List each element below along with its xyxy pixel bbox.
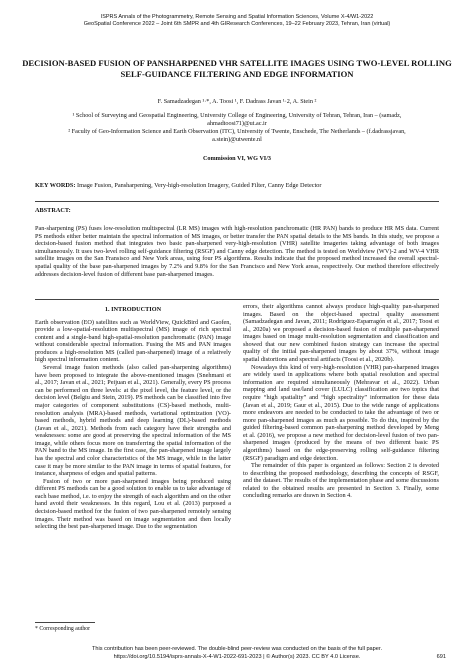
affiliation-2: ² Faculty of Geo-Information Science and Earth Observation (ITC), University of Twente, Enschede, The Netherlands – (f.dadrassjavan, a.stein)@utwente.nl bbox=[68, 128, 406, 143]
divider-bottom bbox=[35, 299, 439, 300]
paragraph: Fusion of two or more pan-sharpened images being produced using different PS methods can be a good solution to enable us to take advantage of each base method, i.e. to enjoy the strength of each algorithm and on the other hand avoid their weaknesses. In this regard, Lou et al. (2013) purposed a decision-based method for the fusion of two pan-sharpened remotely sensing images. Their method was based on image segmentation and then locally selecting the best pan-sharpened image. Due to the segmentation bbox=[35, 477, 231, 531]
paragraph: Nowadays this kind of very-high-resolution (VHR) pan-sharpened images are widely used in applications where both spatial resolution and spectral information are required simultaneously (Mehravar et al., 2022). Urban mapping and land use/land cover (LULC) classification are two topics that require “high spatiality” and “high spectrality” information for these data (Javan et al., 2019; Gaur et al., 2015). Due to the wide range of applications more endeavors are needed to be conducted to take the advantage of two or more pan-sharpened images as much as possible. To do this, inspired by the guided filtering-based common pan-sharpening method developed by Meng et al. (2016), we propose a new method for decision-level fusion of two pan-sharpened images (produced by the means of two different basic PS algorithms) based on the edge-preserving rolling self-guidance filtering (RSGF) paradigm and edge detection. bbox=[243, 363, 439, 462]
keywords bbox=[35, 182, 439, 190]
footer-line1: This contribution has been peer-reviewed. The double-blind peer-review was conducted on the basis of the full paper. bbox=[91, 646, 382, 652]
paper-title: DECISION-BASED FUSION OF PANSHARPENED VHR SATELLITE IMAGES USING TWO-LEVEL ROLLING SELF-GUIDANCE FILTERING AND EDGE INFORMATION bbox=[22, 58, 452, 79]
right-column bbox=[243, 303, 439, 500]
abstract-text: Pan-sharpening (PS) fuses low-resolution multispectral (LR MS) images with high-resolution panchromatic (HR PAN) bands to produce HR MS data. Current PS methods either better maintain the spectral information of MS images, or better transfer the PAN spatial details to the MS bands. In this study, we propose a decision-based fusion method that integrates two basic pan-sharpened very-high-resolution (VHR) satellite imageries taking advantage of both images simultaneously. It uses two-level rolling self-guidance filtering (RSGF) and Canny edge detection. The method is tested on Worldview (WV)-2 and WV-4 VHR satellite images on the San Fransisco and New York areas, using four PS algorithms. Results indicate that the proposed method increased the overall spectral-spatial quality of the base pan-sharpened images by 7.2% and 9.8% for the San Francisco and New York areas, respectively. Our method therefore effectively addresses decision-level fusion of different base pan-sharpened images. bbox=[35, 225, 439, 278]
abstract-heading: ABSTRACT: bbox=[35, 207, 71, 214]
left-column bbox=[35, 304, 231, 531]
footnote-rule bbox=[35, 622, 95, 623]
keywords-label: KEY WORDS: bbox=[35, 182, 76, 189]
footnote: * Corresponding author bbox=[35, 626, 91, 632]
page-number: 691 bbox=[436, 654, 446, 660]
paragraph: Earth observation (EO) satellites such as WorldView, QuickBird and Gaofen, provide a low-spatial-resolution multispectral (MS) image of rich spectral content and a single-band high-spatial-resolution panchromatic (PAN) image without considerable spectral information. Fusing the MS and PAN images produces a high-resolution MS (called pan-sharpened) image of a relatively high spectral information content. bbox=[35, 318, 231, 364]
divider-top bbox=[35, 201, 439, 202]
paragraph: Several image fusion methods (also called pan-sharpening algorithms) have been proposed to integrate the above-mentioned images (Snehmani et al., 2017; Javan et al., 2021; Peijuan et al., 2021). Generally, every PS process can be performed on three levels: at the pixel level, the feature level, or the decision level (Belgiu and Stein, 2019). PS methods can be classified into five major categories of component substitutions (CS)-based methods, multi-resolution analysis (MRA)-based methods, variational optimization (VO)-based methods, hybrid methods and deep learning (DL)-based methods (Javan et al., 2021). Methods from each category have their strengths and weaknesses: some are good at preserving the spectral information of the MS image, while others focus more on transferring the spatial information of the PAN band to the MS image. In the first case, the pan-sharpened image largely has the spectral and color characteristics of the MS image, while in the latter case it may be more similar to the PAN image in terms of spatial features, for instance, sharpness of edges and spatial patterns. bbox=[35, 364, 231, 478]
authors: F. Samadzadegan ¹·*, A. Toosi ¹, F. Dadrass Javan ¹·2, A. Stein ² bbox=[157, 98, 317, 105]
section-1-title: 1. INTRODUCTION bbox=[104, 306, 162, 313]
journal-header-line2: GeoSpatial Conference 2022 – Joint 6th SMPR and 4th GIResearch Conferences, 19–22 February 2023, Tehran, Iran (virtual) bbox=[83, 21, 391, 27]
footer-line2: https://doi.org/10.5194/isprs-annals-X-4-W1-2022-691-2023 | © Author(s) 2023. CC BY 4.0 License. bbox=[113, 654, 361, 660]
journal-header-line1: ISPRS Annals of the Photogrammetry, Remote Sensing and Spatial Information Sciences, Volume X-4/W1-2022 bbox=[100, 14, 374, 20]
affiliation-1: ¹ School of Surveying and Geospatial Engineering, University College of Engineering, University of Tehran, Tehran, Iran – (samadz, ahmadtoosi71)@ut.ac.ir bbox=[72, 112, 402, 127]
commission: Commission VI, WG VI/3 bbox=[202, 155, 272, 162]
paragraph: The remainder of this paper is organized as follows: Section 2 is devoted to describing the proposed methodology, describing the concepts of RSGF, and the dataset. The results of the implementation phase and some discussions related to the obtained results are presented in Section 3. Finally, some concluding remarks are drawn in Section 4. bbox=[243, 462, 439, 500]
paragraph: errors, their algorithms cannot always produce high-quality pan-sharpened images. Based on the object-based spectral quality assessment (Samadzadegan and Javan, 2011; Rodriguez-Esparragón et al., 2017; Toosi et al., 2020a) we proposed a decision-based fusion of multiple pan-sharpened images based on image multi-resolution segmentation and classification and showed that our new combined fusion strategy can increase the spectral quality of the initial pan-sharpened images by about 37%, without image spatial distortions and spectral artifacts (Toosi et al., 2020b). bbox=[243, 303, 439, 364]
keywords-text: Image Fusion, Pansharpening, Very-high-resolution Imagery, Guided Filter, Canny Edge Detector bbox=[75, 182, 322, 189]
